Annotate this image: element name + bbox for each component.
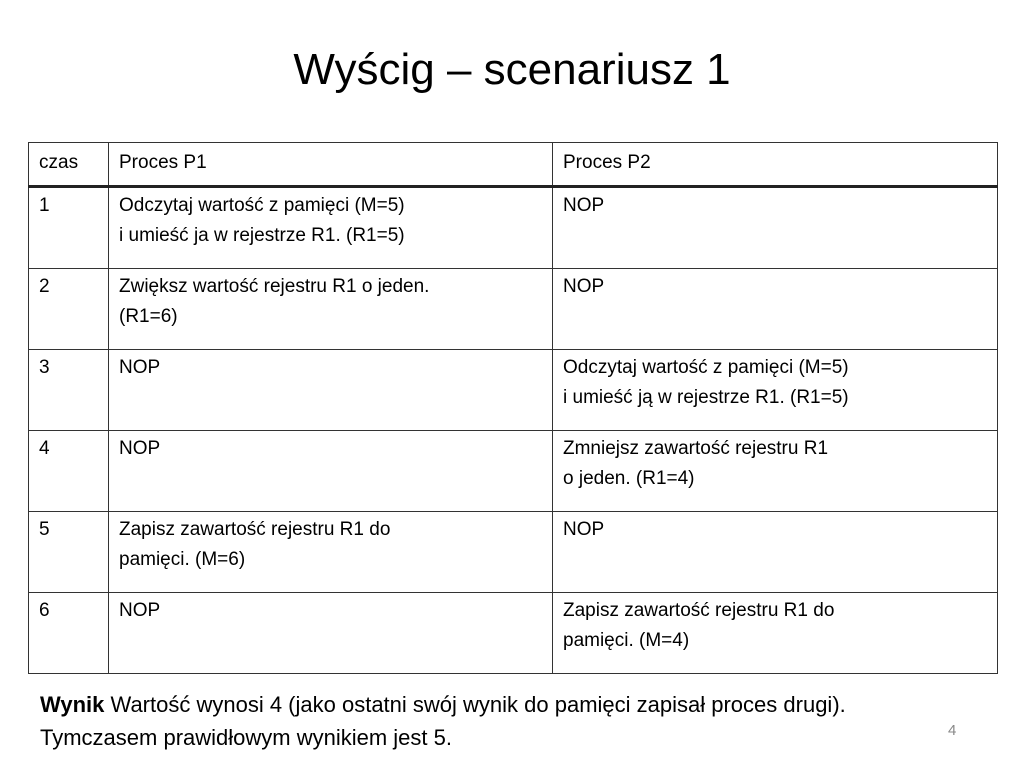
- cell-line: i umieść ją w rejestrze R1. (R1=5): [563, 387, 849, 408]
- result-label: Wynik: [40, 692, 105, 717]
- cell-line: Zapisz zawartość rejestru R1 do: [119, 519, 391, 540]
- table-row: [29, 269, 998, 350]
- header-czas: czas: [29, 143, 109, 187]
- table-row: [29, 593, 998, 674]
- cell-p2: [553, 350, 998, 431]
- header-proces-p1: Proces P1: [109, 143, 553, 187]
- cell-czas: 6: [29, 593, 109, 674]
- cell-line: Odczytaj wartość z pamięci (M=5): [563, 357, 849, 378]
- table-row: [29, 512, 998, 593]
- cell-line: (R1=6): [119, 306, 178, 327]
- cell-line: NOP: [119, 600, 161, 621]
- result-paragraph: [40, 688, 940, 754]
- cell-czas: 5: [29, 512, 109, 593]
- cell-p1: [109, 431, 553, 512]
- cell-line: NOP: [563, 195, 605, 216]
- cell-p1: [109, 269, 553, 350]
- cell-czas: 3: [29, 350, 109, 431]
- result-text: Wartość wynosi 4 (jako ostatni swój wynik do pamięci zapisał proces drugi). Tymczasem prawidłowym wynikiem jest 5.: [40, 692, 846, 750]
- race-table: [28, 142, 998, 674]
- cell-p1: [109, 350, 553, 431]
- page-number: 4: [948, 722, 957, 739]
- cell-p2: [553, 187, 998, 269]
- cell-p2: [553, 431, 998, 512]
- cell-line: NOP: [119, 438, 161, 459]
- cell-czas: 2: [29, 269, 109, 350]
- table-row: [29, 431, 998, 512]
- cell-czas: 1: [29, 187, 109, 269]
- slide-title: Wyścig – scenariusz 1: [293, 45, 731, 94]
- cell-line: Zapisz zawartość rejestru R1 do: [563, 600, 835, 621]
- cell-p2: [553, 593, 998, 674]
- table-row: [29, 350, 998, 431]
- cell-line: pamięci. (M=4): [563, 630, 690, 651]
- cell-line: i umieść ja w rejestrze R1. (R1=5): [119, 225, 405, 246]
- table-header-row: [29, 143, 998, 187]
- header-proces-p2: Proces P2: [553, 143, 998, 187]
- cell-line: pamięci. (M=6): [119, 549, 246, 570]
- table-row: [29, 187, 998, 269]
- cell-p2: [553, 269, 998, 350]
- cell-line: Zmniejsz zawartość rejestru R1: [563, 438, 829, 459]
- cell-line: NOP: [563, 276, 605, 297]
- cell-p2: [553, 512, 998, 593]
- cell-line: o jeden. (R1=4): [563, 468, 695, 489]
- cell-p1: [109, 593, 553, 674]
- cell-line: NOP: [563, 519, 605, 540]
- cell-p1: [109, 512, 553, 593]
- cell-line: Odczytaj wartość z pamięci (M=5): [119, 195, 405, 216]
- cell-czas: 4: [29, 431, 109, 512]
- cell-line: NOP: [119, 357, 161, 378]
- cell-line: Zwiększ wartość rejestru R1 o jeden.: [119, 276, 430, 297]
- cell-p1: [109, 187, 553, 269]
